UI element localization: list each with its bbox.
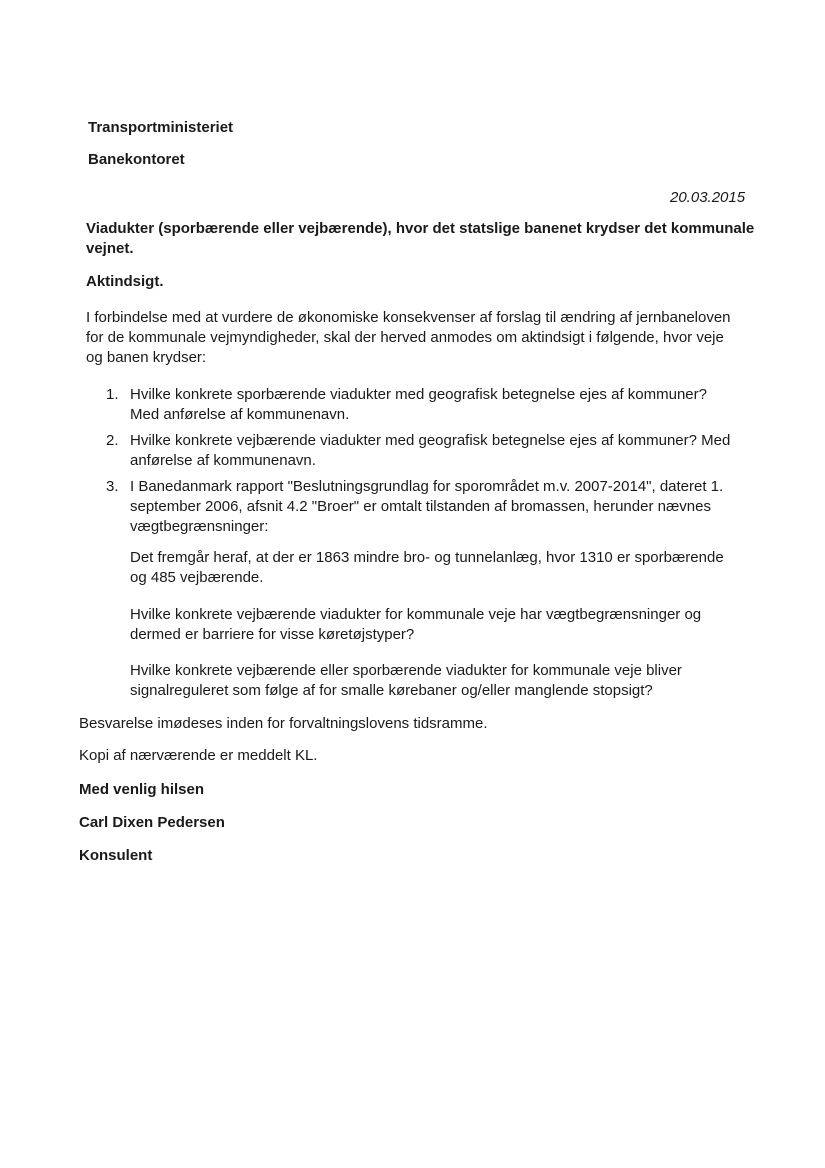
list-item-line: september 2006, afsnit 4.2 "Broer" er omtalt tilstanden af bromassen, herunder nævnes [130, 498, 711, 515]
request-list [106, 385, 756, 543]
list-item-number: 2. [106, 432, 119, 449]
section-heading: Aktindsigt. [86, 273, 164, 290]
sub-paragraph-line: dermed er barriere for visse køretøjstyper? [130, 626, 415, 643]
sub-paragraph-line: Hvilke konkrete vejbærende viadukter for kommunale veje har vægtbegrænsninger og [130, 606, 702, 623]
list-item-line: anførelse af kommunenavn. [130, 452, 316, 469]
subject-line-1: Viadukter (sporbærende eller vejbærende), hvor det statslige banenet krydser det kommunale [86, 220, 755, 237]
sub-paragraph-line: signalreguleret som følge af for smalle kørebaner og/eller manglende stopsigt? [130, 682, 653, 699]
list-item-number: 1. [106, 386, 119, 403]
subject-line [86, 219, 786, 259]
list-item-line: Hvilke konkrete vejbærende viadukter med geografisk betegnelse ejes af kommuner? Med [130, 432, 731, 449]
sub-paragraph-statistics [130, 548, 750, 588]
list-item [106, 477, 756, 537]
subject-line-2: vejnet. [86, 240, 134, 257]
sub-paragraph-weight-limits [130, 605, 750, 645]
list-item [106, 431, 756, 471]
list-item [106, 385, 756, 425]
list-item-line: I Banedanmark rapport "Beslutningsgrundlag for sporområdet m.v. 2007-2014", dateret 1. [130, 478, 724, 495]
intro-line-1: I forbindelse med at vurdere de økonomiske konsekvenser af forslag til ændring af jernbaneloven [86, 309, 731, 326]
sub-paragraph-line: Hvilke konkrete vejbærende eller sporbærende viadukter for kommunale veje bliver [130, 662, 682, 679]
list-item-line: Hvilke konkrete sporbærende viadukter med geografisk betegnelse ejes af kommuner? [130, 386, 707, 403]
sub-paragraph-line: Det fremgår heraf, at der er 1863 mindre bro- og tunnelanlæg, hvor 1310 er sporbærende [130, 549, 724, 566]
deadline-sentence: Besvarelse imødeses inden for forvaltningslovens tidsramme. [79, 715, 488, 732]
intro-line-2: for de kommunale vejmyndigheder, skal der herved anmodes om aktindsigt i følgende, hvor veje [86, 329, 724, 346]
signer-title: Konsulent [79, 847, 153, 864]
list-item-line: vægtbegrænsninger: [130, 518, 269, 535]
recipient-line-1: Transportministeriet [88, 119, 234, 136]
sub-paragraph-line: og 485 vejbærende. [130, 569, 264, 586]
copy-notice: Kopi af nærværende er meddelt KL. [79, 747, 318, 764]
sub-paragraph-signals [130, 661, 750, 701]
intro-line-3: og banen krydser: [86, 349, 207, 366]
list-item-number: 3. [106, 478, 119, 495]
letter-date: 20.03.2015 [670, 189, 746, 206]
intro-paragraph [86, 308, 786, 368]
recipient-line-2: Banekontoret [88, 151, 185, 168]
list-item-line: Med anførelse af kommunenavn. [130, 406, 350, 423]
greeting: Med venlig hilsen [79, 781, 205, 798]
signer-name: Carl Dixen Pedersen [79, 814, 225, 831]
